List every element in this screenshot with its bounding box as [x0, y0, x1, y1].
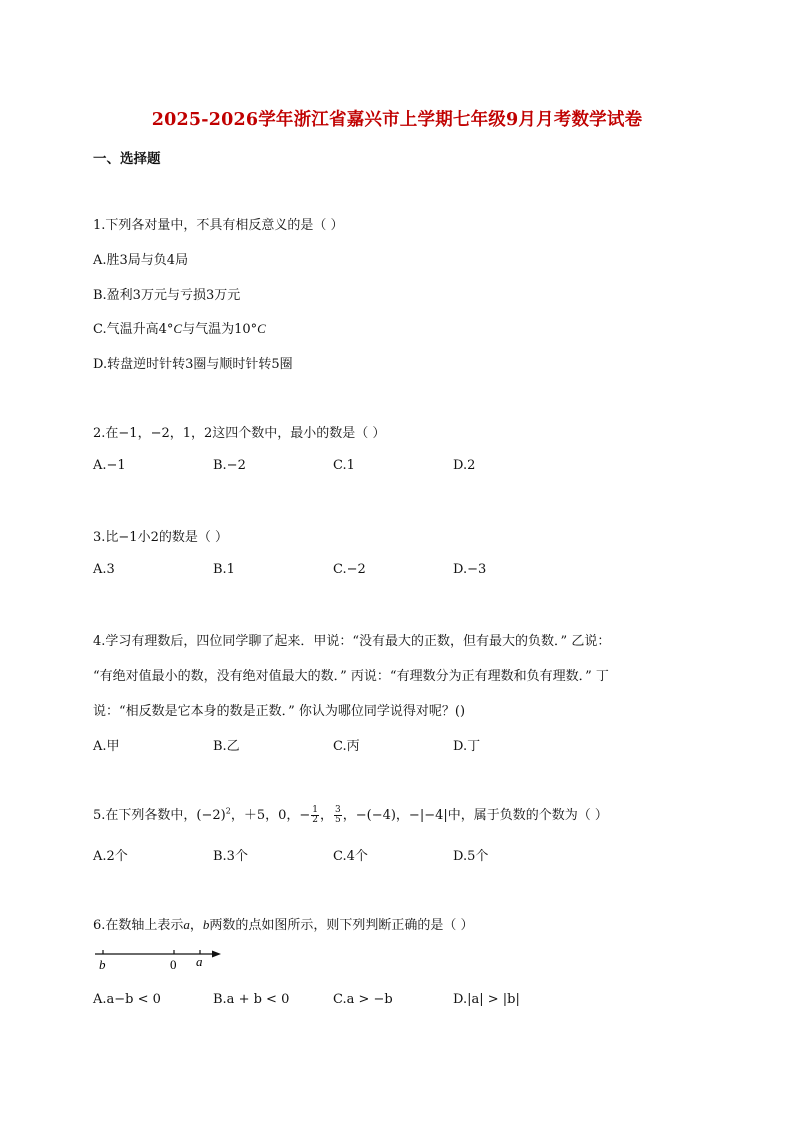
q4-option-d: D.丁 [453, 739, 481, 754]
q5-term3: ，−(−4)，−|−4| [342, 808, 448, 823]
q1-c-pre: C.气温升高4° [93, 322, 174, 337]
q1-c-unit2: C [257, 321, 266, 336]
q5-option-c: C.4个 [333, 849, 368, 864]
axis-label-zero: 0 [170, 957, 177, 972]
q2-stem: 2.在−1，−2，1，2这四个数中，最小的数是（ ） [93, 426, 386, 441]
q1-stem: 1.下列各对量中，不具有相反意义的是（ ） [93, 218, 344, 233]
q5-option-d: D.5个 [453, 849, 489, 864]
q1-option-b: B.盈利3万元与亏损3万元 [93, 288, 241, 303]
q1-option-d: D.转盘逆时针转3圈与顺时针转5圈 [93, 357, 293, 372]
q5-stem [93, 804, 608, 825]
q6-option-c: C.a > −b [333, 992, 393, 1007]
q2-option-c: C.1 [333, 458, 355, 473]
q5-term1: $(-2)^2$ [196, 806, 231, 823]
q5-fraction-2: $\frac{3}{5}$ [335, 805, 341, 825]
axis-label-b: b [99, 957, 106, 972]
q1-c-unit1: C [173, 321, 183, 336]
q6-option-d: D.|a| > |b| [453, 992, 520, 1007]
q4-option-c: C.丙 [333, 739, 360, 754]
q1-c-mid: 与气温为10° [182, 322, 258, 337]
q4-option-a: A.甲 [93, 739, 120, 754]
q4-line2: “有绝对值最小的数，没有绝对值最大的数．” 丙说：“有理数分为正有理数和负有理数．” 丁 [93, 669, 609, 684]
axis-label-a: a [196, 954, 203, 969]
q3-option-c: C.−2 [333, 562, 366, 577]
q6-stem: 6.在数轴上表示a，b两数的点如图所示，则下列判断正确的是（ ） [93, 917, 474, 933]
q4-line3: 说：“相反数是它本身的数是正数．” 你认为哪位同学说得对呢？() [93, 704, 466, 719]
q5-option-a: A.2个 [93, 849, 128, 864]
q3-option-b: B.1 [213, 562, 235, 577]
q5-sep: ， [319, 808, 333, 823]
section-heading: 一、选择题 [93, 151, 161, 167]
q5-fraction-1: $\frac{1}{2}$ [312, 805, 318, 825]
q1-option-a: A.胜3局与负4局 [93, 253, 189, 268]
q3-option-d: D.−3 [453, 562, 487, 577]
q5-suffix: 中，属于负数的个数为（ ） [447, 808, 608, 823]
q5-term2: ，＋5，0，− [230, 808, 311, 823]
q6-option-b: B.a + b < 0 [213, 992, 290, 1007]
q4-line1: 4.学习有理数后，四位同学聊了起来．甲说：“没有最大的正数，但有最大的负数．” 乙说： [93, 634, 611, 649]
q6-var-b: b [202, 917, 210, 932]
q5-option-b: B.3个 [213, 849, 248, 864]
q2-option-a: A.−1 [93, 458, 126, 473]
q2-option-d: D.2 [453, 458, 476, 473]
q6-option-a: A.a−b < 0 [93, 992, 161, 1007]
q6-var-a: a [183, 917, 190, 932]
exam-title: 2025-2026学年浙江省嘉兴市上学期七年级9月月考数学试卷 [151, 110, 643, 130]
number-line-arrow [212, 951, 221, 958]
q4-option-b: B.乙 [213, 739, 240, 754]
q2-option-b: B.−2 [213, 458, 246, 473]
q5-prefix: 5.在下列各数中， [93, 808, 197, 823]
q3-option-a: A.3 [93, 562, 115, 577]
number-line-figure [93, 946, 233, 974]
q1-option-c [93, 318, 266, 337]
q3-stem: 3.比−1小2的数是（ ） [93, 530, 228, 545]
